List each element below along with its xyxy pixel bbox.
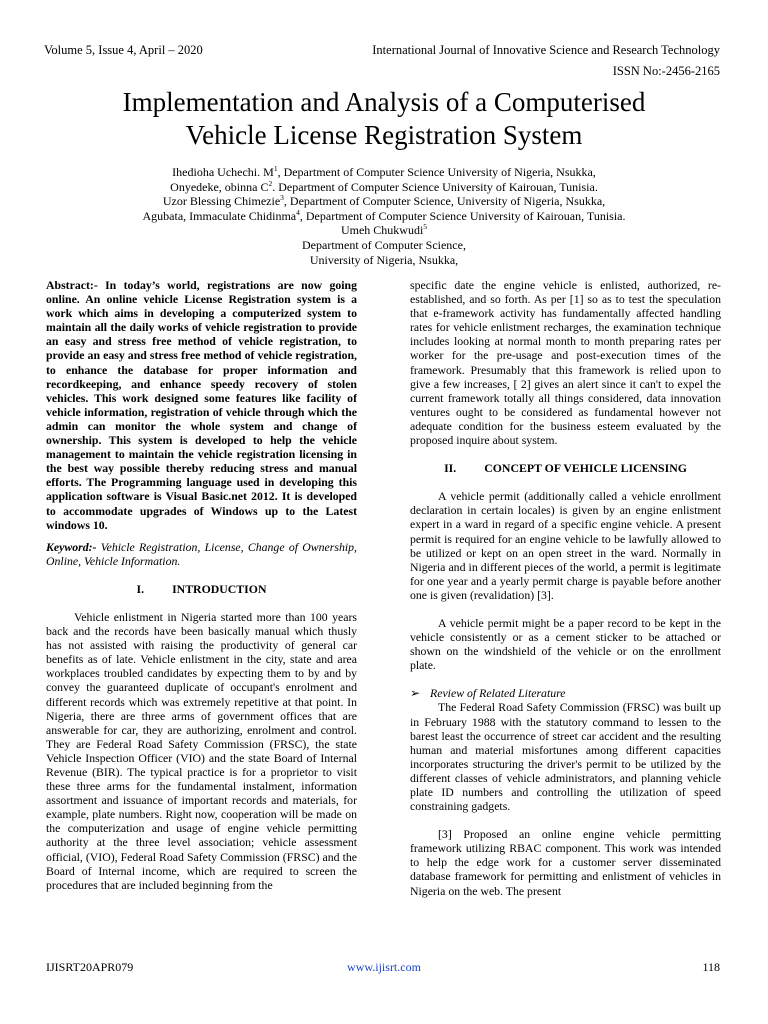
author-1-affiliation: , Department of Computer Science University of Nigeria, Nsukka, — [277, 165, 596, 179]
left-column — [46, 278, 357, 892]
abstract: Abstract:- In today’s world, registrations are now going online. An online vehicle License Registration system is a work which aims in developing a computerized system to maintain all the daily works of vehicle registration to provide an easy and stress free method of vehicle registration, to provide an easy and stress free method of vehicle registration, to enhance the database for proper information and recordkeeping, and enhance speedy recovery of stolen vehicles. This work designed some features like facility of vehicle information, registration of vehicle through which the admin can monitor the whole system and change of ownership. This system is developed to help the vehicle management to maintain the vehicle registration licensing in the best way possible thereby reducing stress and manual efforts. The Programming language used in developing this application software is Visual Basic.net 2012. It is developed to accommodate upgrades of Windows up to the Latest windows 10. — [46, 278, 357, 532]
header-volume: Volume 5, Issue 4, April – 2020 — [44, 43, 203, 57]
header-issn: ISSN No:-2456-2165 — [612, 64, 720, 78]
review-heading — [410, 686, 721, 700]
author-2-name: Onyedeke, obinna C — [170, 179, 269, 194]
keywords — [46, 540, 357, 568]
author-4 — [40, 209, 728, 224]
author-5-name: Umeh Chukwudi — [340, 223, 424, 238]
author-2-sup: 2 — [268, 178, 273, 188]
footer-code: IJISRT20APR079 — [46, 960, 134, 974]
review-paragraph-1: The Federal Road Safety Commission (FRSC) was built up in February 1988 with the statutory command to lessen to the barest least the occurrence of street car accident and the resulting human and material misfortunes among different capacities incorporates structuring the driver's permit to be utilized by the different classes of vehicle administrators, and planning vehicle plate ID numbers and controlling the utilization of speed constraining gadgets. — [410, 700, 721, 814]
author-5-sup: 5 — [423, 222, 428, 232]
author-3-name: Uzor Blessing Chimezie — [162, 194, 281, 209]
author-block — [40, 165, 728, 267]
author-4-affiliation: , Department of Computer Science University of Kairouan, Tunisia. — [299, 208, 626, 223]
section-1-title: INTRODUCTION — [172, 581, 267, 596]
author-4-name: Agubata, Immaculate Chidinma — [142, 208, 297, 223]
author-3 — [40, 194, 728, 209]
author-3-affiliation: , Department of Computer Science, University of Nigeria, Nsukka, — [283, 194, 606, 209]
section-2-title: CONCEPT OF VEHICLE LICENSING — [484, 461, 687, 476]
author-2-affiliation: . Department of Computer Science University of Kairouan, Tunisia. — [272, 179, 598, 194]
section-2-number: II. — [444, 461, 457, 476]
keywords-text: Vehicle Registration, License, Change of Ownership, Online, Vehicle Information. — [46, 539, 357, 568]
concept-paragraph-2: A vehicle permit might be a paper record to be kept in the vehicle consistently or as a cement sticker to be attached or shown on the windshield of the vehicle or on the enrollment plate. — [410, 615, 721, 673]
review-title: Review of Related Literature — [430, 686, 566, 701]
right-column — [410, 278, 721, 898]
paper-title — [40, 86, 728, 152]
title-line-1: Implementation and Analysis of a Computerised — [122, 87, 646, 117]
introduction-paragraph: Vehicle enlistment in Nigeria started more than 100 years back and the records have been basically manual which thusly has not assisted with raising the productivity of general car benefits as of late. Vehicle enlistment in the city, state and area workplaces troubled candidates by expecting them to by and by convey the guaranteed duplicate of occupant's enrolment and different records which was extremely repetitive at that point. In Nigeria, there are three arms of government offices that are answerable for car, they are authorizing, enrolment and control. They are Federal Road Safety Commission (FRSC), the state Vehicle Inspection Officer (VIO) and the state Board of Internal Revenue (BIR). The typical practice is for a proprietor to visit these three arms for the fundamental instalment, information assortment and issuance of important records and materials, for example, plate numbers. Right now, cooperation will be made on the computerization and usage of engine vehicle permitting authority at the three level association; vehicle assessment official, (VIO), Federal Road Safety Commission (FRSC) and the Board of Internal income, which are required to screen the procedures that are included beginning from the — [46, 609, 357, 892]
review-paragraph-2: [3] Proposed an online engine vehicle permitting framework utilizing RBAC component. This work was intended to help the edge work for a customer server disseminated database framework for permitting and enlistment of vehicles in Nigeria on the web. The present — [410, 827, 721, 898]
author-5-dept: Department of Computer Science, — [302, 237, 466, 252]
footer-url-link[interactable]: www.ijisrt.com — [347, 960, 421, 974]
footer-page-number: 118 — [702, 960, 720, 974]
arrow-bullet-icon: ➢ — [410, 686, 420, 701]
author-1-name: Ihedioha Uchechi. M — [172, 165, 274, 179]
author-4-sup: 4 — [296, 207, 300, 217]
author-5 — [40, 223, 728, 238]
continued-paragraph: specific date the engine vehicle is enlisted, authorized, re-established, and so forth. As per [1] so as to test the speculation that e-framework activity has fundamentally affected handling rates for vehicle enlistment recharges, the examination technique includes looking at normal month to month preparing rates per worker for the pre-usage and post-execution times of the framework. Presumably that this framework is relied upon to give a few increases, [ 2] gives an alert since it can't to expel the current framework totally all things considered, data innovation ventures ought to be considered as fundamental however not adequate condition for the business esteem evaluated by the proposed inquire about system. — [410, 278, 721, 448]
section-heading-concept — [410, 461, 721, 475]
author-1 — [40, 165, 728, 180]
author-1-sup: 1 — [273, 164, 278, 173]
header-journal: International Journal of Innovative Science and Research Technology — [372, 43, 720, 57]
author-5-univ: University of Nigeria, Nsukka, — [309, 252, 459, 267]
section-1-number: I. — [136, 581, 145, 596]
concept-paragraph-1: A vehicle permit (additionally called a vehicle enrollment declaration in certain locales) is given by an engine enlistment expert in a ward in regard of a specific engine vehicle. A present permit is required for an engine vehicle to be lawfully allowed to be utilized or kept on an open street in the ward. Normally in Nigeria and in different pieces of the world, a permit is legitimate for one year and a yearly permit charge is payable before another one is given (revalidation) [3]. — [410, 489, 721, 602]
author-3-sup: 3 — [280, 193, 284, 203]
keywords-label: Keyword:- — [46, 539, 97, 554]
title-line-2: Vehicle License Registration System — [185, 120, 583, 150]
author-2 — [40, 180, 728, 195]
section-heading-introduction — [46, 582, 357, 596]
